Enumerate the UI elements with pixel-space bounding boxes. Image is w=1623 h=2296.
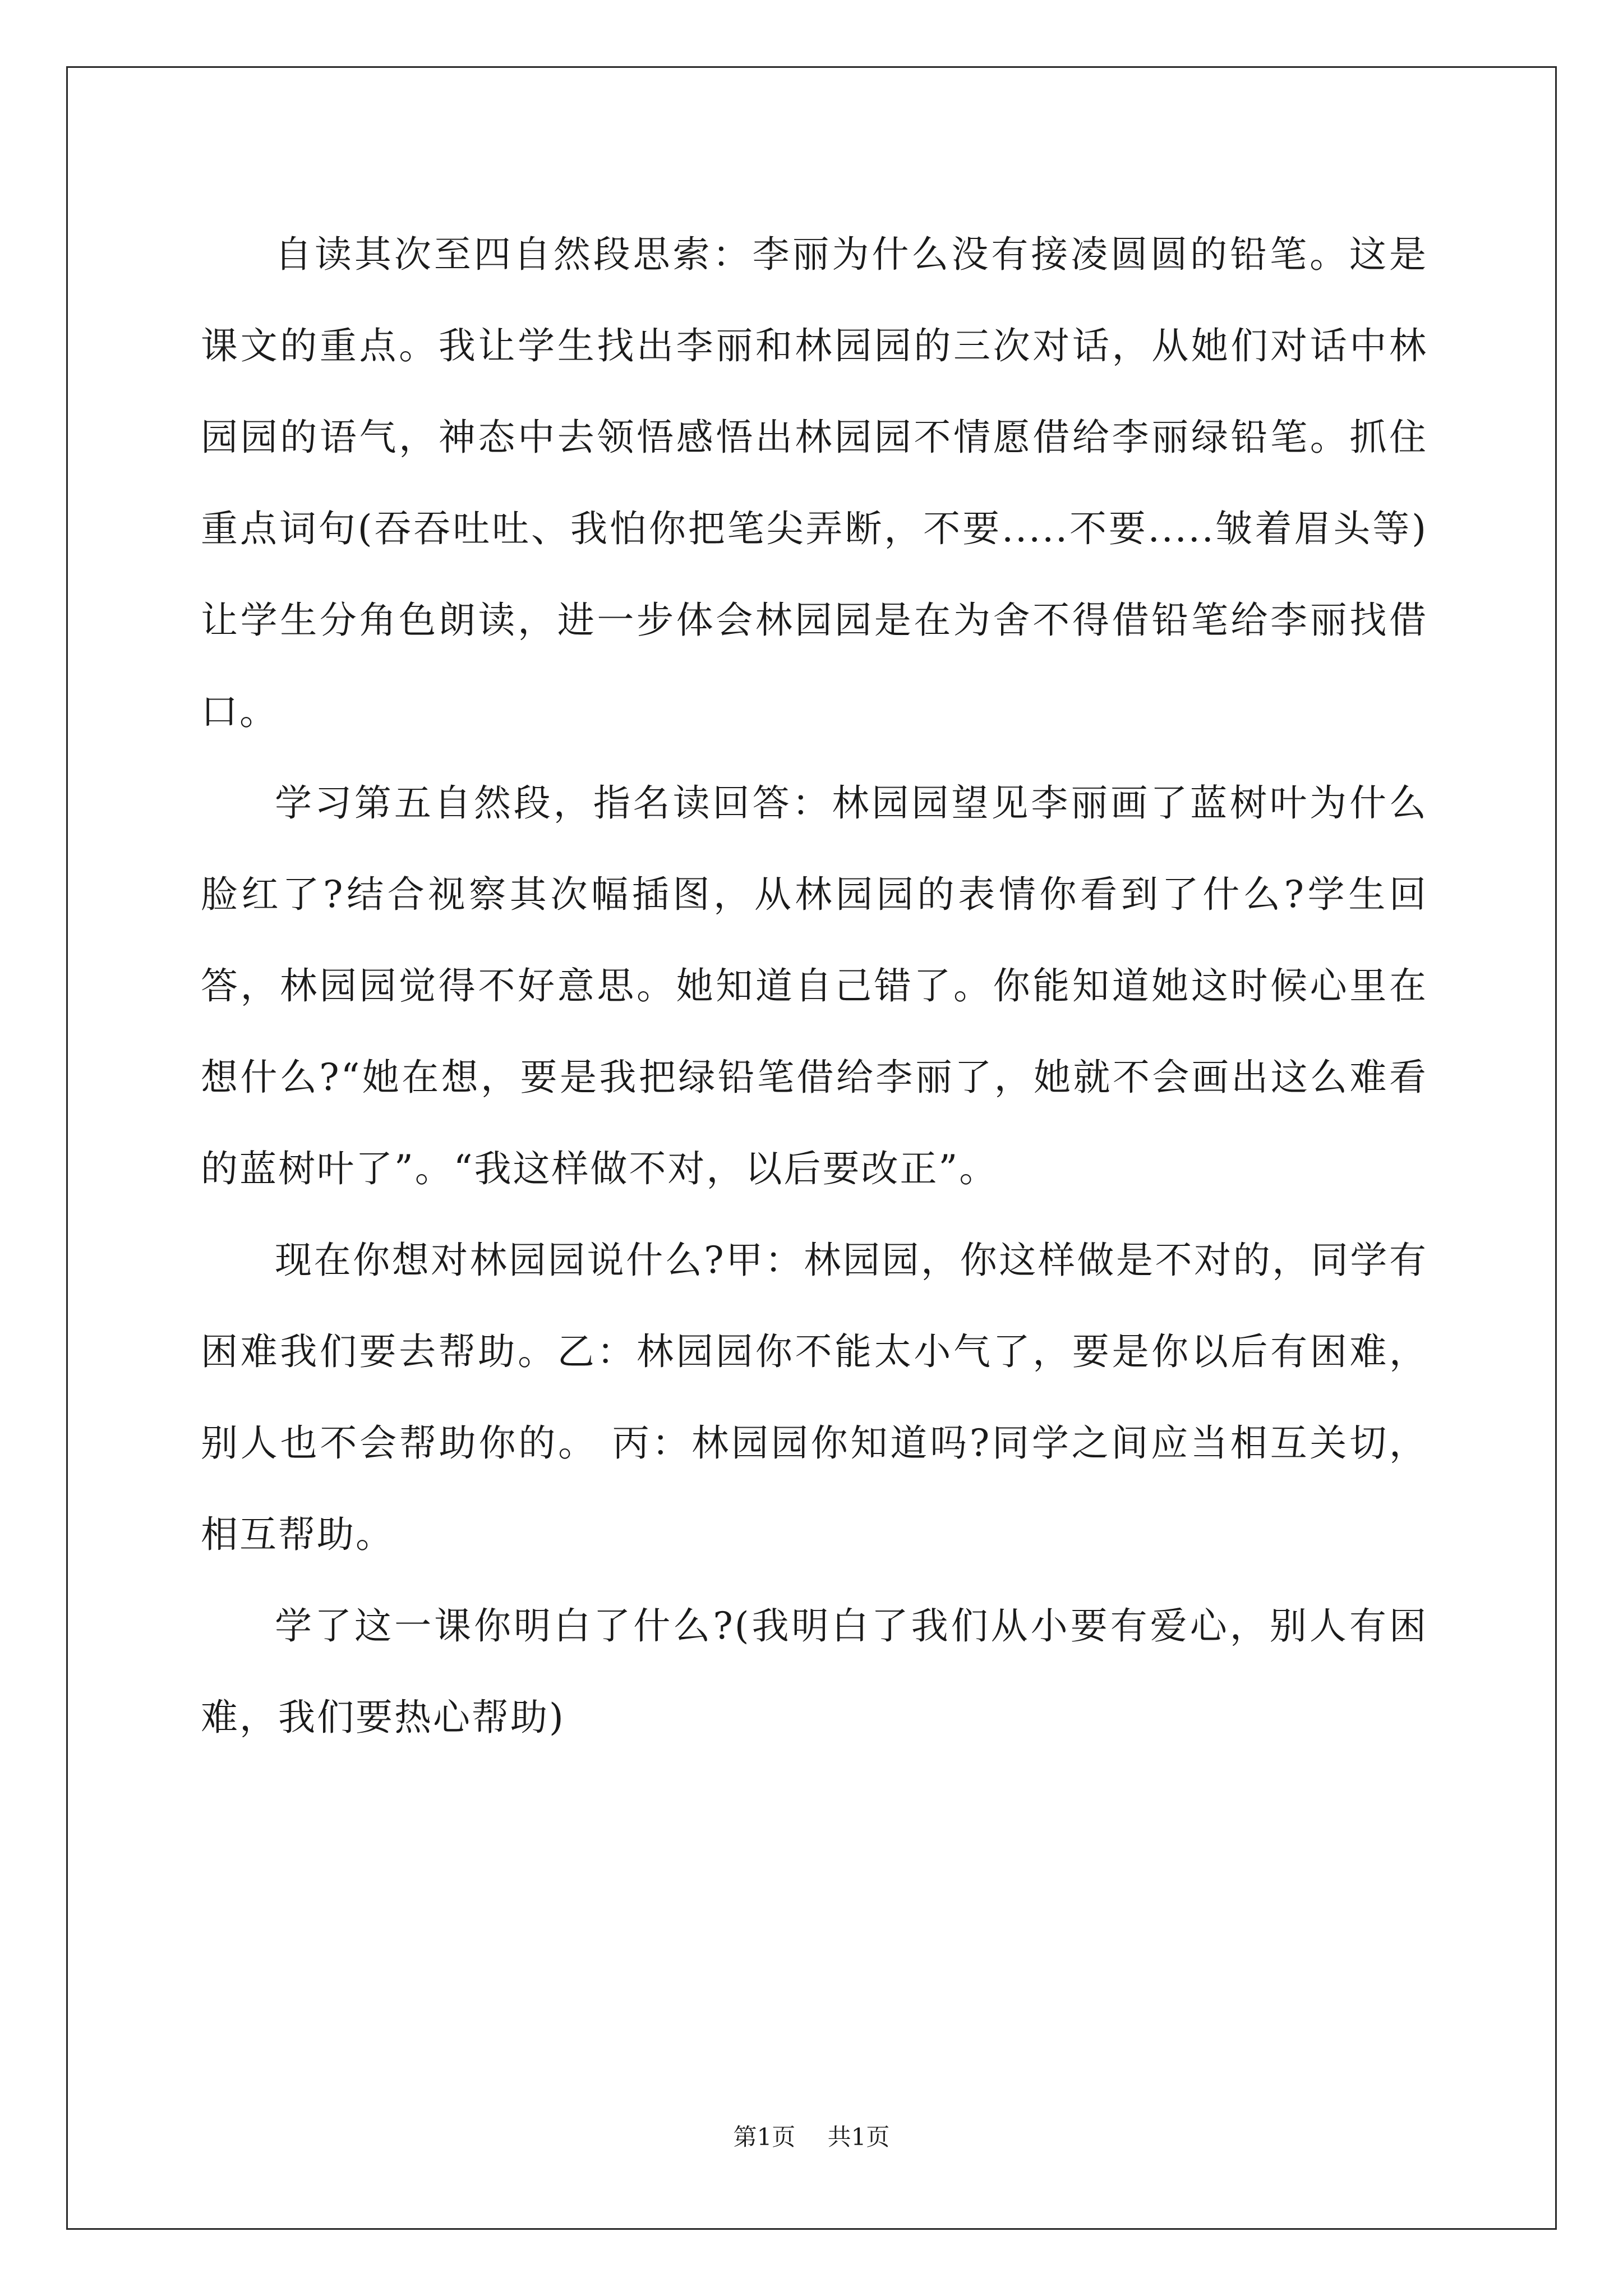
- page-total: 共1页: [827, 2123, 890, 2151]
- page-number: 第1页: [733, 2123, 796, 2151]
- paragraph-2: 学习第五自然段，指名读回答：林园园望见李丽画了蓝树叶为什么脸红了?结合视察其次幅插图，从林园园的表情你看到了什么?学生回答，林园园觉得不好意思。她知道自己错了。你能知道她这时候心里在想什么?“她在想，要是我把绿铅笔借给李丽了，她就不会画出这么难看的蓝树叶了”。“我这样做不对，以后要改正”。: [201, 781, 1428, 1190]
- paragraph-1: 自读其次至四自然段思索：李丽为什么没有接凌圆圆的铅笔。这是课文的重点。我让学生找出李丽和林园园的三次对话，从她们对话中林园园的语气，神态中去领悟感悟出林园园不情愿借给李丽绿铅笔。抓住重点词句(吞吞吐吐、我怕你把笔尖弄断，不要.....不要.....皱着眉头等)让学生分角色朗读，进一步体会林园园是在为舍不得借铅笔给李丽找借口。: [201, 233, 1428, 733]
- page-footer: [0, 2120, 1623, 2154]
- document-body: [201, 209, 1428, 1763]
- paragraph-4: 学了这一课你明白了什么?(我明白了我们从小要有爱心，别人有困难，我们要热心帮助): [201, 1604, 1428, 1739]
- paragraph-3: 现在你想对林园园说什么?甲：林园园，你这样做是不对的，同学有困难我们要去帮助。乙：林园园你不能太小气了，要是你以后有困难，别人也不会帮助你的。 丙：林园园你知道吗?同学之间应当相互关切，相互帮助。: [201, 1239, 1428, 1556]
